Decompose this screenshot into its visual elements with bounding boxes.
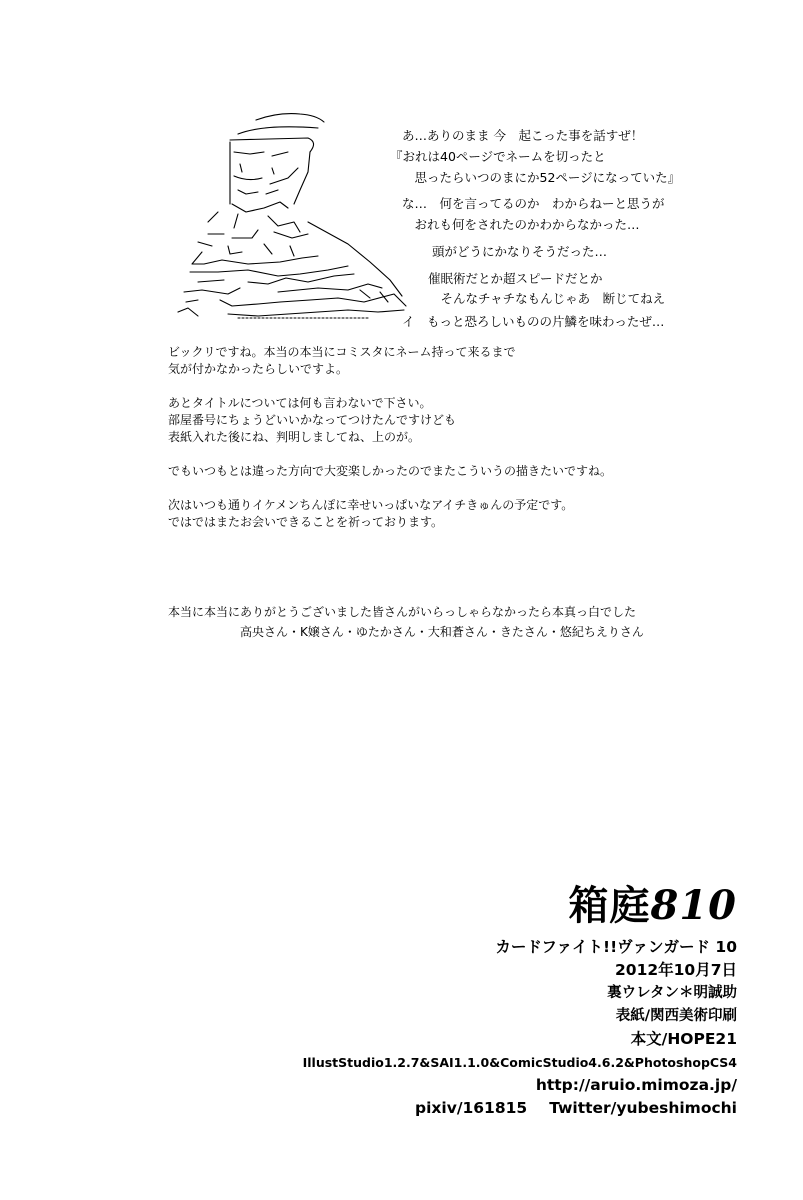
circle-line: 裏ウレタン＊明誠助 <box>607 985 737 1001</box>
body-printer-line: 本文/HOPE21 <box>630 1030 737 1048</box>
paragraph-line: ではではまたお会いできることを祈っております。 <box>168 515 444 529</box>
paragraph-line: 表紙入れた後にね、判明しましてね、上のが。 <box>168 430 421 444</box>
monologue-line: 『おれは40ページでネームを切ったと <box>390 148 606 164</box>
twitter-link[interactable]: Twitter/yubeshimochi <box>549 1099 737 1117</box>
thanks-line: 本当に本当にありがとうございました皆さんがいらっしゃらなかったら本真っ白でした <box>168 605 637 619</box>
social-line <box>137 1097 737 1120</box>
paragraph-line: 部屋番号にちょうどいいかなってつけたんですけども <box>168 413 457 427</box>
monologue-line: 頭がどうにかなりそうだった… <box>432 243 608 259</box>
url-link[interactable]: http://aruio.mimoza.jp/ <box>535 1076 737 1094</box>
monologue-line: イ もっと恐ろしいものの片鱗を味わったぜ… <box>402 314 665 329</box>
paragraph <box>168 395 728 446</box>
paragraph <box>168 497 728 531</box>
monologue-line: 思ったらいつのまにか52ページになっていた』 <box>402 169 681 185</box>
thanks-names: 高央さん・K嬢さん・ゆたかさん・大和蒼さん・きたさん・悠紀ちえりさん <box>240 625 644 639</box>
paragraph-line: 次はいつも通りイケメンちんぽに幸せいっぱいなアイチきゅんの予定です。 <box>168 498 574 512</box>
monologue-line: 催眠術だとか超スピードだとか <box>428 270 603 286</box>
paragraph-line: ビックリですね。本当の本当にコミスタにネーム持って来るまで <box>168 345 516 359</box>
thanks-section <box>168 602 728 642</box>
book-title-kanji: 箱庭 <box>568 883 651 929</box>
monologue-line: な… 何を言ってるのか わからねーと思うが <box>402 196 665 212</box>
pixiv-link[interactable]: pixiv/161815 <box>415 1099 528 1117</box>
paragraph-line: 気が付かなかったらしいですよ。 <box>168 362 349 376</box>
ascii-art-figure <box>168 112 418 322</box>
ascii-art-monologue <box>390 126 732 333</box>
cover-printer-line: 表紙/関西美術印刷 <box>615 1008 737 1024</box>
paragraph-line: あとタイトルについては何も言わないで下さい。 <box>168 396 432 410</box>
paragraph <box>168 463 728 480</box>
afterword-body <box>168 344 728 548</box>
book-title <box>137 876 737 936</box>
software-line: IllustStudio1.2.7&SAI1.1.0&ComicStudio4.6.2&PhotoshopCS4 <box>302 1055 737 1070</box>
monologue-line: そんなチャチなもんじゃあ 断じてねえ <box>428 291 666 307</box>
colophon <box>137 876 737 1120</box>
date-line: 2012年10月7日 <box>615 961 737 979</box>
paragraph-line: でもいつもとは違った方向で大変楽しかったのでまたこういうの描きたいですね。 <box>168 464 613 478</box>
book-title-number: 810 <box>650 882 737 929</box>
monologue-line: おれも何をされたのかわからなかった… <box>402 217 640 232</box>
monologue-line: あ…ありのまま 今 起こった事を話すぜ！ <box>402 128 644 143</box>
paragraph <box>168 344 728 378</box>
series-line: カードファイト!!ヴァンガード 10 <box>495 938 737 956</box>
